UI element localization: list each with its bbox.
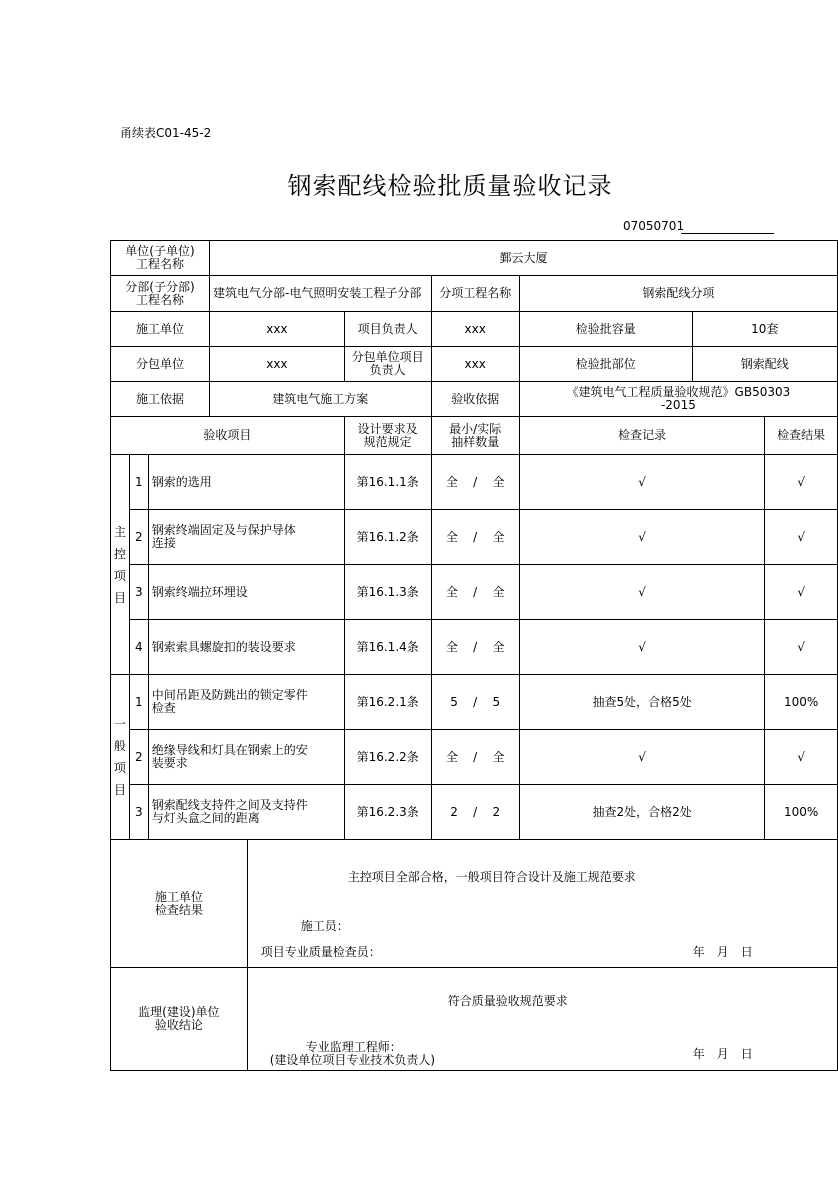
main-item-row	[111, 455, 838, 510]
contractor-check-content	[247, 840, 837, 968]
item-result: √	[765, 510, 838, 565]
info-row-contractor	[111, 312, 838, 347]
col-sample-header: 最小/实际 抽样数量	[431, 417, 519, 455]
item-result: √	[765, 565, 838, 620]
info-row-unit	[111, 241, 838, 276]
item-clause: 第16.2.1条	[344, 675, 431, 730]
item-name: 钢索索具螺旋扣的装设要求	[148, 620, 344, 675]
inspector-signature-label: 项目专业质量检查员：	[260, 945, 381, 959]
item-name: 钢索终端拉环埋设	[148, 565, 344, 620]
acceptance-basis-value: 《建筑电气工程质量验收规范》GB50303 -2015	[519, 382, 837, 417]
item-record: 抽查2处，合格2处	[519, 785, 765, 840]
item-sample: 2 / 2	[431, 785, 519, 840]
batch-location-value: 钢索配线	[692, 347, 837, 382]
contractor-value: xxx	[209, 312, 344, 347]
info-row-subcontractor	[111, 347, 838, 382]
item-record: √	[519, 565, 765, 620]
item-name: 钢索终端固定及与保护导体 连接	[148, 510, 344, 565]
general-item-row	[111, 785, 838, 840]
item-sample: 全 / 全	[431, 565, 519, 620]
col-item-header: 验收项目	[111, 417, 345, 455]
item-clause: 第16.2.2条	[344, 730, 431, 785]
subitem-value: 钢索配线分项	[519, 276, 837, 312]
item-name: 钢索配线支持件之间及支持件 与灯头盒之间的距离	[148, 785, 344, 840]
contractor-date: 年 月 日	[692, 945, 753, 959]
item-sample: 全 / 全	[431, 510, 519, 565]
item-name: 绝缘导线和灯具在钢索上的安 装要求	[148, 730, 344, 785]
item-record: √	[519, 510, 765, 565]
main-control-group-label: 主 控 项 目	[111, 455, 130, 675]
item-number: 2	[130, 510, 149, 565]
contractor-check-row	[111, 840, 838, 968]
document-number: 07050701	[623, 219, 685, 233]
division-value: 建筑电气分部-电气照明安装工程子分部	[209, 276, 431, 312]
document-number-underline	[681, 233, 774, 234]
info-row-division	[111, 276, 838, 312]
item-result: √	[765, 730, 838, 785]
item-clause: 第16.1.4条	[344, 620, 431, 675]
item-record: 抽查5处，合格5处	[519, 675, 765, 730]
item-result: 100%	[765, 675, 838, 730]
supervisor-date: 年 月 日	[692, 1047, 753, 1061]
info-row-basis	[111, 382, 838, 417]
item-number: 3	[130, 565, 149, 620]
general-item-row	[111, 730, 838, 785]
acceptance-basis-label: 验收依据	[431, 382, 519, 417]
item-record: √	[519, 455, 765, 510]
project-manager-label: 项目负责人	[344, 312, 431, 347]
item-result: √	[765, 620, 838, 675]
contractor-check-label: 施工单位 检查结果	[111, 840, 248, 968]
supervisor-check-content	[247, 968, 837, 1071]
engineer-note: (建设单位项目专业技术负责人)	[269, 1053, 436, 1067]
main-item-row	[111, 565, 838, 620]
item-clause: 第16.1.1条	[344, 455, 431, 510]
item-record: √	[519, 730, 765, 785]
item-clause: 第16.1.2条	[344, 510, 431, 565]
item-number: 1	[130, 675, 149, 730]
project-manager-value: xxx	[431, 312, 519, 347]
sub-manager-value: xxx	[431, 347, 519, 382]
construction-basis-value: 建筑电气施工方案	[209, 382, 431, 417]
item-number: 2	[130, 730, 149, 785]
item-record: √	[519, 620, 765, 675]
supervisor-check-row	[111, 968, 838, 1071]
batch-capacity-label: 检验批容量	[519, 312, 692, 347]
subitem-label: 分项工程名称	[431, 276, 519, 312]
col-result-header: 检查结果	[765, 417, 838, 455]
contractor-label: 施工单位	[111, 312, 210, 347]
form-code: 甬续表C01-45-2	[120, 126, 212, 140]
supervisor-conclusion: 符合质量验收规范要求	[447, 994, 568, 1008]
item-number: 1	[130, 455, 149, 510]
item-number: 3	[130, 785, 149, 840]
unit-project-value: 鄞云大厦	[209, 241, 837, 276]
item-sample: 全 / 全	[431, 455, 519, 510]
worker-signature-label: 施工员：	[300, 919, 349, 933]
item-clause: 第16.2.3条	[344, 785, 431, 840]
item-clause: 第16.1.3条	[344, 565, 431, 620]
engineer-signature-label: 专业监理工程师：	[305, 1040, 402, 1054]
item-sample: 全 / 全	[431, 620, 519, 675]
division-label: 分部(子分部) 工程名称	[111, 276, 210, 312]
general-group-label: 一 般 项 目	[111, 675, 130, 840]
batch-location-label: 检验批部位	[519, 347, 692, 382]
item-number: 4	[130, 620, 149, 675]
supervisor-check-label: 监理(建设)单位 验收结论	[111, 968, 248, 1071]
subcontractor-value: xxx	[209, 347, 344, 382]
sub-manager-label: 分包单位项目 负责人	[344, 347, 431, 382]
item-result: 100%	[765, 785, 838, 840]
item-result: √	[765, 455, 838, 510]
main-item-row	[111, 510, 838, 565]
general-item-row	[111, 675, 838, 730]
main-item-row	[111, 620, 838, 675]
page-title: 钢索配线检验批质量验收记录	[287, 172, 613, 200]
item-name: 钢索的选用	[148, 455, 344, 510]
item-sample: 5 / 5	[431, 675, 519, 730]
col-record-header: 检查记录	[519, 417, 765, 455]
item-name: 中间吊距及防跳出的锁定零件 检查	[148, 675, 344, 730]
construction-basis-label: 施工依据	[111, 382, 210, 417]
column-header-row	[111, 417, 838, 455]
subcontractor-label: 分包单位	[111, 347, 210, 382]
item-sample: 全 / 全	[431, 730, 519, 785]
unit-project-label: 单位(子单位) 工程名称	[111, 241, 210, 276]
inspection-record-table	[110, 240, 838, 1071]
batch-capacity-value: 10套	[692, 312, 837, 347]
col-design-header: 设计要求及 规范规定	[344, 417, 431, 455]
contractor-conclusion: 主控项目全部合格，一般项目符合设计及施工规范要求	[347, 870, 636, 884]
